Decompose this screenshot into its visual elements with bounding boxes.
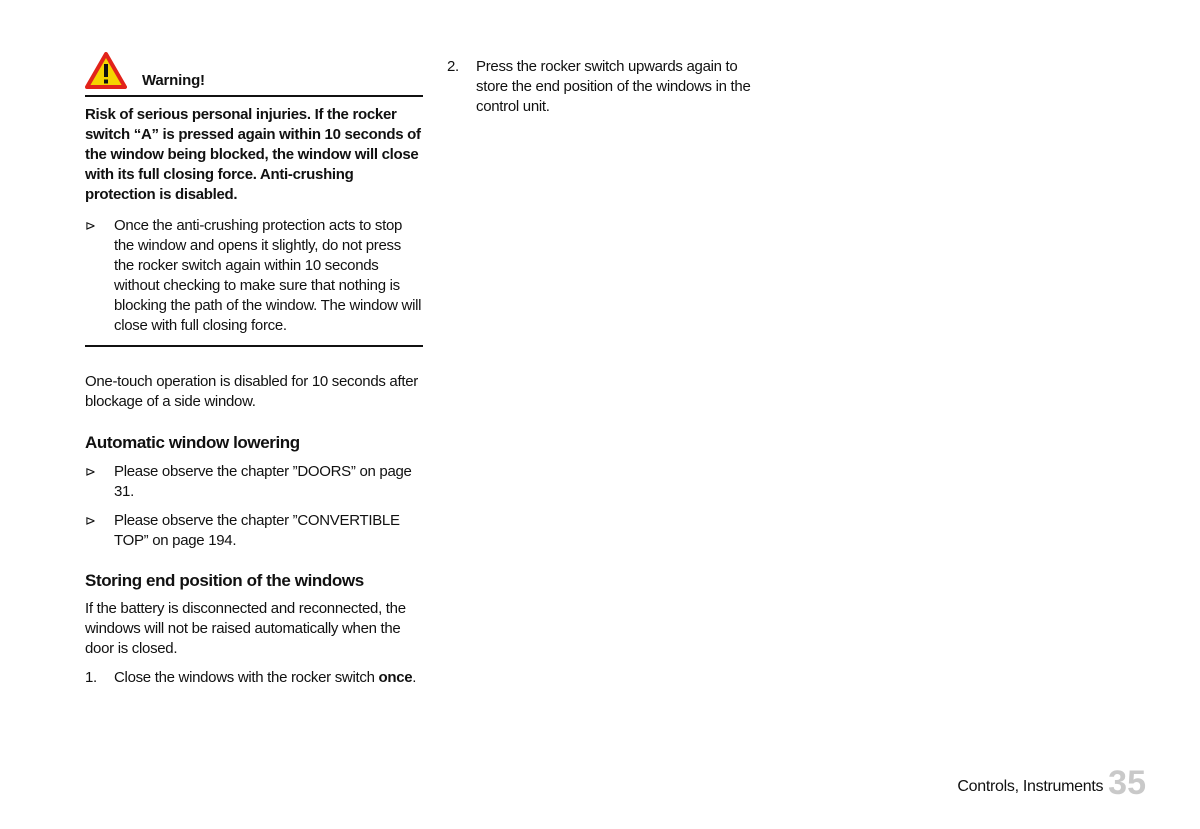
bullet-arrow-icon: ⊳	[85, 464, 96, 479]
warning-triangle-icon	[85, 52, 127, 90]
battery-paragraph: If the battery is disconnected and reconnected, the windows will not be raised automatically when the door is closed.	[85, 600, 406, 657]
bullet-arrow-icon: ⊳	[85, 218, 96, 233]
left-column	[85, 52, 423, 688]
step-item	[85, 668, 423, 688]
step-emphasis: once	[378, 669, 413, 686]
step-text: Close the windows with the rocker switch	[114, 669, 379, 686]
warning-text: Risk of serious personal injuries. If the rocker switch “A” is pressed again within 10 seconds of the window being blocked, the window will close with its full closing force. Anti-crushing protection is disabled.	[85, 106, 421, 203]
section-label: Controls, Instruments	[957, 778, 1104, 795]
step-number: 1.	[85, 669, 97, 686]
storing-end-position-heading: Storing end position of the windows	[85, 571, 364, 590]
warning-bullet-item	[85, 216, 423, 347]
automatic-lowering-heading: Automatic window lowering	[85, 433, 300, 452]
one-touch-paragraph: One-touch operation is disabled for 10 seconds after blockage of a side window.	[85, 373, 418, 410]
warning-bullet-text: Once the anti-crushing protection acts to stop the window and opens it slightly, do not press the rocker switch again within 10 seconds without checking to make sure that nothing is blocking the path of the window. The window will close with full closing force.	[114, 217, 422, 334]
list-item-text: Please observe the chapter ”DOORS” on page 31.	[114, 463, 412, 500]
bullet-arrow-icon: ⊳	[85, 513, 96, 528]
page-number: 35	[1108, 764, 1146, 802]
warning-header	[85, 52, 423, 97]
list-item	[85, 511, 423, 551]
list-item-text: Please observe the chapter ”CONVERTIBLE TOP” on page 194.	[114, 512, 400, 549]
warning-title: Warning!	[142, 72, 205, 89]
step-text: Press the rocker switch upwards again to store the end position of the windows in the control unit.	[476, 58, 751, 115]
step-item	[447, 57, 767, 117]
step-number: 2.	[447, 58, 459, 75]
list-item	[85, 462, 423, 502]
right-column	[447, 57, 767, 117]
page-footer	[957, 760, 1146, 800]
step-suffix: .	[412, 669, 417, 686]
